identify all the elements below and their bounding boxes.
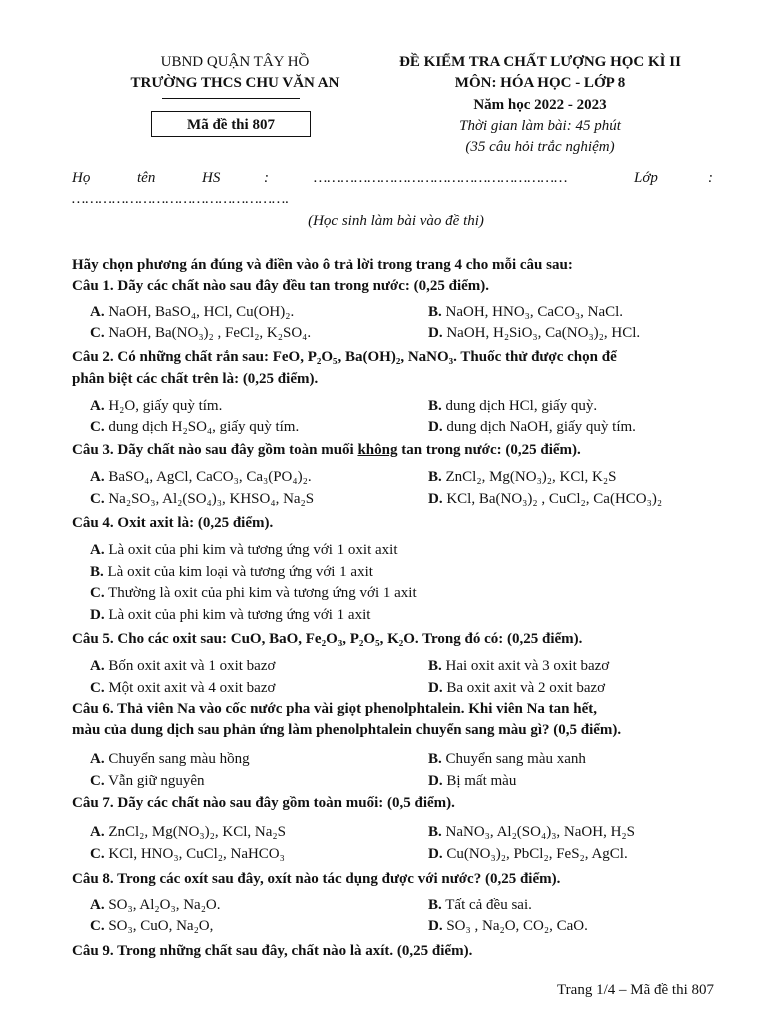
q4-option-b[interactable]: B. Là oxit của kim loại và tương ứng với 1 axit: [90, 564, 373, 580]
school-year: Năm học 2022 - 2023: [473, 97, 607, 113]
q4-option-d[interactable]: D. Là oxit của phi kim và tương ứng với 1 axit: [90, 607, 371, 623]
question-5: Câu 5. Cho các oxit sau: CuO, BaO, Fe₂O₃, P₂O₅, K₂O. Trong đó có: (0,25 điểm).: [72, 631, 583, 647]
page-footer: Trang 1/4 – Mã đề thi 807: [557, 982, 714, 998]
q6-option-d[interactable]: D. Bị mất màu: [428, 773, 517, 789]
q3-option-b[interactable]: B. ZnCl₂, Mg(NO₃)₂, KCl, K₂S: [428, 469, 617, 485]
q1-option-b[interactable]: B. NaOH, HNO₃, CaCO₃, NaCl.: [428, 304, 624, 320]
q6-option-a[interactable]: A. Chuyển sang màu hồng: [90, 751, 250, 767]
q7-option-b[interactable]: B. NaNO₃, Al₂(SO₄)₃, NaOH, H₂S: [428, 824, 635, 840]
exam-code-box: Mã đề thi 807: [151, 111, 311, 137]
q2-option-b[interactable]: B. dung dịch HCl, giấy quỳ.: [428, 398, 598, 414]
q1-option-c[interactable]: C. NaOH, Ba(NO₃)₂ , FeCl₂, K₂SO₄.: [90, 325, 312, 341]
name-blank[interactable]: …………………………………………………: [314, 170, 568, 186]
question-3: Câu 3. Dãy chất nào sau đây gồm toàn muối không tan trong nước: (0,25 điểm).: [72, 442, 581, 458]
question-6-line-1: Câu 6. Thả viên Na vào cốc nước pha vài giọt phenolphtalein. Khi viên Na tan hết,: [72, 701, 598, 717]
q8-option-c[interactable]: C. SO₃, CuO, Na₂O,: [90, 918, 214, 934]
question-6-line-2: màu của dung dịch sau phản ứng làm phenolphtalein chuyển sang màu gì? (0,5 điểm).: [72, 722, 622, 738]
subject-line: MÔN: HÓA HỌC - LỚP 8: [454, 75, 626, 91]
q3-option-d[interactable]: D. KCl, Ba(NO₃)₂ , CuCl₂, Ca(HCO₃)₂: [428, 491, 663, 507]
label-hs: HS: [202, 170, 221, 186]
q1-option-d[interactable]: D. NaOH, H₂SiO₃, Ca(NO₃)₂, HCl.: [428, 325, 641, 341]
q4-option-a[interactable]: A. Là oxit của phi kim và tương ứng với 1 oxit axit: [90, 542, 398, 558]
label-colon: :: [264, 170, 269, 186]
time-limit: Thời gian làm bài: 45 phút: [459, 118, 621, 134]
q5-option-d[interactable]: D. Ba oxit axit và 2 oxit bazơ: [428, 680, 606, 696]
q1-option-a[interactable]: A. NaOH, BaSO₄, HCl, Cu(OH)₂.: [90, 304, 295, 320]
exam-title: ĐỀ KIỂM TRA CHẤT LƯỢNG HỌC KÌ II: [399, 54, 681, 70]
question-2-line-2: phân biệt các chất trên là: (0,25 điểm).: [72, 371, 319, 387]
question-4: Câu 4. Oxit axit là: (0,25 điểm).: [72, 515, 274, 531]
q8-option-d[interactable]: D. SO₃ , Na₂O, CO₂, CaO.: [428, 918, 588, 934]
q5-option-a[interactable]: A. Bốn oxit axit và 1 oxit bazơ: [90, 658, 276, 674]
instruction: Hãy chọn phương án đúng và điền vào ô trả lời trong trang 4 cho mỗi câu sau:: [72, 257, 573, 273]
header-divider: [162, 98, 300, 99]
q7-option-a[interactable]: A. ZnCl₂, Mg(NO₃)₂, KCl, Na₂S: [90, 824, 286, 840]
q3-option-c[interactable]: C. Na₂SO₃, Al₂(SO₄)₃, KHSO₄, Na₂S: [90, 491, 315, 507]
question-8: Câu 8. Trong các oxít sau đây, oxít nào tác dụng được với nước? (0,25 điểm).: [72, 871, 561, 887]
q6-option-c[interactable]: C. Vẫn giữ nguyên: [90, 773, 205, 789]
q4-option-c[interactable]: C. Thường là oxit của phi kim và tương ứng với 1 axit: [90, 585, 417, 601]
class-blank[interactable]: ………………………………………….: [72, 191, 290, 207]
label-ten: tên: [137, 170, 156, 186]
question-2-line-1: Câu 2. Có những chất rắn sau: FeO, P₂O₅, Ba(OH)₂, NaNO₃. Thuốc thử được chọn để: [72, 349, 617, 365]
q7-option-c[interactable]: C. KCl, HNO₃, CuCl₂, NaHCO₃: [90, 846, 285, 862]
label-ho: Họ: [72, 170, 91, 186]
q2-option-a[interactable]: A. H₂O, giấy quỳ tím.: [90, 398, 223, 414]
q8-option-a[interactable]: A. SO₃, Al₂O₃, Na₂O.: [90, 897, 221, 913]
question-9: Câu 9. Trong những chất sau đây, chất nào là axít. (0,25 điểm).: [72, 943, 473, 959]
label-colon-2: :: [708, 170, 713, 186]
student-note: (Học sinh làm bài vào đề thi): [308, 213, 484, 229]
q3-option-a[interactable]: A. BaSO₄, AgCl, CaCO₃, Ca₃(PO₄)₂.: [90, 469, 312, 485]
q5-option-b[interactable]: B. Hai oxit axit và 3 oxit bazơ: [428, 658, 610, 674]
q2-option-c[interactable]: C. dung dịch H₂SO₄, giấy quỳ tím.: [90, 419, 300, 435]
q8-option-b[interactable]: B. Tất cả đều sai.: [428, 897, 532, 913]
q5-option-c[interactable]: C. Một oxit axit và 4 oxit bazơ: [90, 680, 276, 696]
q6-option-b[interactable]: B. Chuyển sang màu xanh: [428, 751, 586, 767]
q2-option-d[interactable]: D. dung dịch NaOH, giấy quỳ tím.: [428, 419, 636, 435]
district-name: UBND QUẬN TÂY HỒ: [160, 54, 310, 70]
school-name: TRƯỜNG THCS CHU VĂN AN: [130, 75, 340, 91]
label-lop: Lớp: [634, 170, 658, 186]
q7-option-d[interactable]: D. Cu(NO₃)₂, PbCl₂, FeS₂, AgCl.: [428, 846, 628, 862]
question-1: Câu 1. Dãy các chất nào sau đây đều tan trong nước: (0,25 điểm).: [72, 278, 490, 294]
question-count: (35 câu hỏi trắc nghiệm): [465, 139, 615, 155]
question-7: Câu 7. Dãy các chất nào sau đây gồm toàn muối: (0,5 điểm).: [72, 795, 455, 811]
